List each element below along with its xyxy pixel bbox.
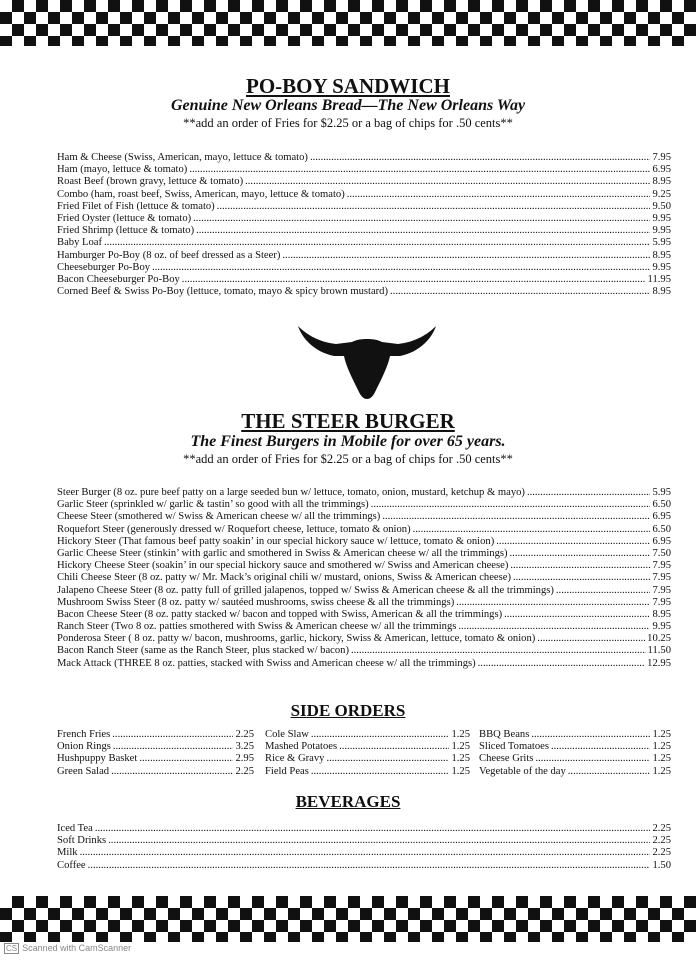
- menu-item-row: [57, 548, 671, 560]
- menu-item-price: 9.95: [652, 212, 671, 224]
- menu-item-name: Cheese Grits: [479, 753, 534, 765]
- menu-item-row: [57, 572, 671, 584]
- menu-item-price: 8.95: [652, 176, 671, 188]
- menu-item-name: Ponderosa Steer ( 8 oz. patty w/ bacon, mushrooms, garlic, hickory, Swiss & American, lettuce, tomato & onion): [57, 633, 536, 645]
- menu-item-price: 7.95: [652, 584, 671, 596]
- menu-item-price: 11.50: [647, 645, 671, 657]
- menu-item-row: [57, 597, 671, 609]
- dot-leader: [347, 189, 651, 201]
- menu-item-name: Corned Beef & Swiss Po-Boy (lettuce, tomato, mayo & spicy brown mustard): [57, 286, 389, 298]
- menu-item-price: 10.25: [647, 633, 671, 645]
- menu-item-price: 1.25: [451, 729, 470, 740]
- menu-item-price: 7.95: [652, 572, 671, 584]
- menu-item-name: Sliced Tomatoes: [479, 741, 549, 753]
- menu-item-name: Mushroom Swiss Steer (8 oz. patty w/ sautéed mushrooms, swiss cheese & all the trimmings): [57, 596, 455, 608]
- dot-leader: [513, 572, 650, 584]
- menu-item-row: [57, 213, 671, 225]
- menu-item-row: [57, 274, 671, 286]
- menu-item-row: [57, 835, 671, 847]
- steer-note: **add an order of Fries for $2.25 or a bag of chips for .50 cents**: [183, 452, 513, 466]
- sides-title: SIDE ORDERS: [290, 701, 406, 720]
- menu-item-name: Hamburger Po-Boy (8 oz. of beef dressed as a Steer): [57, 249, 281, 261]
- dot-leader: [245, 176, 650, 188]
- menu-item-name: Mack Attack (THREE 8 oz. patties, stacked with Swiss and American cheese w/ all the trimmings): [57, 657, 476, 669]
- menu-item-name: Jalapeno Cheese Steer (8 oz. patty full of grilled jalapenos, topped w/ Swiss & American cheese & all the trimmings): [57, 584, 554, 596]
- sides-column-2: [265, 729, 470, 778]
- menu-item-price: 7.95: [652, 596, 671, 608]
- menu-item-name: Combo (ham, roast beef, Swiss, American, mayo, lettuce & tomato): [57, 188, 345, 200]
- menu-item-price: 8.95: [652, 249, 671, 261]
- menu-item-row: [479, 729, 671, 741]
- dot-leader: [282, 250, 650, 262]
- menu-item-name: Ham (mayo, lettuce & tomato): [57, 164, 188, 176]
- dot-leader: [510, 560, 650, 572]
- poboy-subtitle: Genuine New Orleans Bread—The New Orleans Way: [170, 97, 526, 114]
- menu-item-price: 1.25: [451, 741, 470, 753]
- dot-leader: [310, 152, 650, 164]
- dot-leader: [390, 286, 650, 298]
- menu-item-name: Bacon Cheese Steer (8 oz. patty stacked w/ bacon and topped with Swiss, American & all the trimmings): [57, 608, 503, 620]
- beverages-list: [57, 823, 671, 872]
- menu-item-price: 1.25: [451, 753, 470, 765]
- menu-item-name: Garlic Cheese Steer (stinkin’ with garlic and smothered in Swiss & American cheese w/ all the trimmings): [57, 547, 508, 559]
- menu-item-name: Onion Rings: [57, 741, 111, 753]
- dot-leader: [326, 753, 449, 765]
- menu-item-row: [57, 164, 671, 176]
- menu-item-row: [265, 766, 470, 778]
- menu-item-row: [57, 487, 671, 499]
- menu-item-row: [57, 753, 254, 765]
- dot-leader: [339, 741, 449, 753]
- scanner-watermark: [4, 943, 131, 954]
- menu-item-price: 5.95: [652, 487, 671, 498]
- steer-subtitle: The Finest Burgers in Mobile for over 65 years.: [190, 433, 506, 450]
- dot-leader: [351, 645, 646, 657]
- sides-column-1: [57, 729, 254, 778]
- dot-leader: [510, 548, 651, 560]
- menu-item-row: [57, 201, 671, 213]
- menu-item-name: Hickory Steer (That famous beef patty soakin’ in our special hickory sauce w/ lettuce, tomato & onion): [57, 535, 495, 547]
- menu-item-name: Fried Filet of Fish (lettuce & tomato): [57, 200, 215, 212]
- menu-item-name: Green Salad: [57, 765, 110, 777]
- dot-leader: [556, 585, 651, 597]
- dot-leader: [382, 511, 650, 523]
- menu-item-price: 8.95: [652, 286, 671, 298]
- menu-item-row: [479, 741, 671, 753]
- dot-leader: [456, 597, 650, 609]
- dot-leader: [113, 741, 234, 753]
- menu-item-price: 6.50: [652, 523, 671, 535]
- menu-item-price: 1.50: [652, 859, 671, 871]
- dot-leader: [537, 633, 645, 645]
- menu-item-name: Cheeseburger Po-Boy: [57, 261, 151, 273]
- menu-item-name: Soft Drinks: [57, 835, 107, 847]
- menu-item-name: Roast Beef (brown gravy, lettuce & tomato): [57, 176, 244, 188]
- menu-item-row: [57, 645, 671, 657]
- menu-item-price: 2.25: [235, 765, 254, 777]
- dot-leader: [88, 860, 651, 872]
- menu-item-name: Roquefort Steer (generously dressed w/ Roquefort cheese, lettuce, tomato & onion): [57, 523, 411, 535]
- dot-leader: [478, 658, 646, 670]
- menu-item-price: 1.25: [652, 729, 671, 740]
- scanner-text: Scanned with CamScanner: [22, 943, 132, 953]
- sides-column-3: [479, 729, 671, 778]
- menu-item-price: 2.95: [235, 753, 254, 765]
- menu-item-row: [57, 609, 671, 621]
- menu-item-row: [57, 729, 254, 741]
- dot-leader: [196, 225, 650, 237]
- dot-leader: [152, 262, 650, 274]
- menu-item-row: [57, 847, 671, 859]
- menu-item-price: 2.25: [652, 847, 671, 859]
- menu-item-price: 8.95: [652, 608, 671, 620]
- poboy-title: PO-BOY SANDWICH: [246, 74, 450, 98]
- menu-item-name: Garlic Steer (sprinkled w/ garlic & tastin’ so good with all the trimmings): [57, 499, 369, 511]
- dot-leader: [104, 237, 650, 249]
- menu-item-row: [57, 741, 254, 753]
- menu-item-row: [57, 766, 254, 778]
- menu-item-price: 6.50: [652, 499, 671, 511]
- menu-item-name: Iced Tea: [57, 823, 93, 834]
- menu-item-row: [57, 250, 671, 262]
- menu-item-name: Fried Oyster (lettuce & tomato): [57, 212, 192, 224]
- dot-leader: [504, 609, 650, 621]
- dot-leader: [112, 729, 233, 741]
- menu-item-row: [57, 262, 671, 274]
- menu-item-price: 9.95: [652, 261, 671, 273]
- menu-item-name: Ranch Steer (Two 8 oz. patties smothered with Swiss & American cheese w/ all the trimmings: [57, 621, 457, 633]
- menu-item-row: [57, 286, 671, 298]
- menu-item-name: Rice & Gravy: [265, 753, 325, 765]
- menu-item-name: BBQ Beans: [479, 729, 530, 740]
- menu-item-row: [479, 766, 671, 778]
- menu-item-row: [57, 511, 671, 523]
- dot-leader: [531, 729, 650, 741]
- menu-item-name: Hickory Cheese Steer (soakin’ in our special hickory sauce and smothered w/ Swiss and American cheese): [57, 560, 509, 572]
- menu-item-price: 1.25: [451, 765, 470, 777]
- dot-leader: [568, 766, 651, 778]
- menu-item-price: 9.50: [652, 200, 671, 212]
- menu-item-row: [265, 753, 470, 765]
- menu-item-price: 6.95: [652, 535, 671, 547]
- menu-item-price: 7.95: [652, 152, 671, 163]
- menu-item-row: [265, 729, 470, 741]
- menu-item-price: 1.25: [652, 753, 671, 765]
- dot-leader: [139, 753, 233, 765]
- menu-item-name: Fried Shrimp (lettuce & tomato): [57, 225, 195, 237]
- menu-item-name: Chili Cheese Steer (8 oz. patty w/ Mr. Mack’s original chili w/ mustard, onions, Swiss & American cheese): [57, 572, 511, 584]
- dot-leader: [371, 499, 651, 511]
- menu-item-row: [57, 499, 671, 511]
- dot-leader: [189, 164, 650, 176]
- menu-item-price: 6.95: [652, 164, 671, 176]
- menu-item-price: 6.95: [652, 511, 671, 523]
- menu-item-row: [57, 860, 671, 872]
- menu-item-price: 7.95: [652, 560, 671, 572]
- menu-item-name: Coffee: [57, 859, 86, 871]
- menu-item-row: [57, 658, 671, 670]
- menu-item-name: Mashed Potatoes: [265, 741, 338, 753]
- dot-leader: [535, 753, 650, 765]
- poboy-menu-list: [57, 152, 671, 298]
- menu-item-row: [57, 189, 671, 201]
- menu-item-name: Baby Loaf: [57, 237, 103, 249]
- menu-item-name: Field Peas: [265, 765, 309, 777]
- menu-item-price: 5.95: [652, 237, 671, 249]
- menu-item-price: 2.25: [235, 729, 254, 740]
- menu-item-price: 2.25: [652, 823, 671, 834]
- menu-item-row: [265, 741, 470, 753]
- dot-leader: [108, 835, 650, 847]
- dot-leader: [496, 536, 650, 548]
- menu-item-price: 12.95: [647, 657, 671, 669]
- menu-item-name: Vegetable of the day: [479, 765, 566, 777]
- dot-leader: [527, 487, 651, 499]
- menu-item-row: [57, 524, 671, 536]
- menu-item-name: Milk: [57, 847, 78, 859]
- menu-item-name: Ham & Cheese (Swiss, American, mayo, lettuce & tomato): [57, 152, 308, 163]
- menu-item-row: [57, 633, 671, 645]
- menu-item-price: 3.25: [235, 741, 254, 753]
- menu-item-price: 9.95: [652, 621, 671, 633]
- menu-item-row: [57, 536, 671, 548]
- menu-item-name: Bacon Ranch Steer (same as the Ranch Steer, plus stacked w/ bacon): [57, 645, 349, 657]
- camscanner-icon: CS: [6, 944, 18, 953]
- menu-item-name: Cole Slaw: [265, 729, 309, 740]
- menu-item-row: [57, 237, 671, 249]
- menu-item-row: [57, 152, 671, 164]
- dot-leader: [182, 274, 646, 286]
- menu-item-name: French Fries: [57, 729, 111, 740]
- menu-item-row: [57, 225, 671, 237]
- menu-item-price: 7.50: [652, 547, 671, 559]
- dot-leader: [311, 766, 450, 778]
- dot-leader: [551, 741, 650, 753]
- checkered-border-top: [0, 0, 696, 46]
- steer-menu-list: [57, 487, 671, 670]
- menu-item-row: [57, 823, 671, 835]
- menu-item-name: Cheese Steer (smothered w/ Swiss & American cheese w/ all the trimmings): [57, 511, 381, 523]
- menu-item-price: 1.25: [652, 765, 671, 777]
- menu-item-row: [57, 585, 671, 597]
- dot-leader: [80, 847, 651, 859]
- menu-item-name: Steer Burger (8 oz. pure beef patty on a large seeded bun w/ lettuce, tomato, onion, mustard, ketchup & mayo): [57, 487, 525, 498]
- menu-item-price: 9.95: [652, 225, 671, 237]
- longhorn-steer-icon: [296, 320, 438, 400]
- menu-item-row: [57, 176, 671, 188]
- beverages-title: BEVERAGES: [295, 792, 401, 811]
- menu-item-price: 2.25: [652, 835, 671, 847]
- dot-leader: [217, 201, 651, 213]
- dot-leader: [111, 766, 233, 778]
- menu-item-name: Hushpuppy Basket: [57, 753, 138, 765]
- checkered-border-bottom: [0, 896, 696, 942]
- dot-leader: [311, 729, 450, 741]
- menu-item-price: 11.95: [647, 273, 671, 285]
- menu-item-row: [57, 560, 671, 572]
- menu-item-row: [57, 621, 671, 633]
- steer-title: THE STEER BURGER: [241, 409, 455, 433]
- menu-item-price: 1.25: [652, 741, 671, 753]
- poboy-note: **add an order of Fries for $2.25 or a bag of chips for .50 cents**: [183, 116, 513, 130]
- dot-leader: [95, 823, 651, 835]
- menu-item-name: Bacon Cheeseburger Po-Boy: [57, 273, 180, 285]
- dot-leader: [193, 213, 650, 225]
- dot-leader: [413, 524, 651, 536]
- menu-item-row: [479, 753, 671, 765]
- dot-leader: [458, 621, 650, 633]
- menu-item-price: 9.25: [652, 188, 671, 200]
